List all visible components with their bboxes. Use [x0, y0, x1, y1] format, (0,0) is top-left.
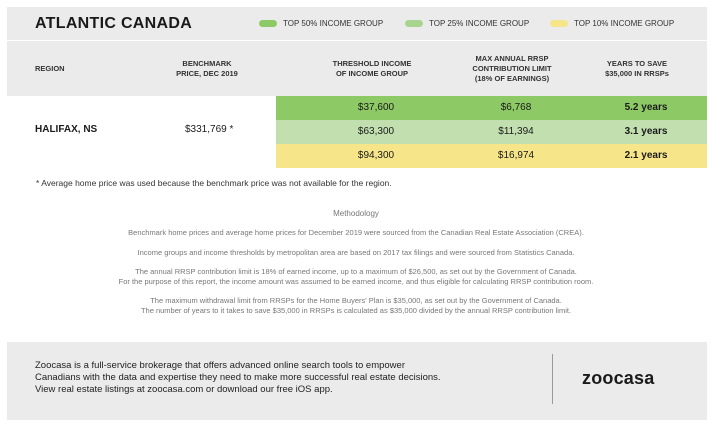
column-header-benchmark: BENCHMARK PRICE, DEC 2019	[176, 58, 238, 78]
title-bar	[7, 7, 707, 41]
data-table-panel	[7, 7, 707, 169]
column-header-years: YEARS TO SAVE $35,000 IN RRSPs	[605, 58, 669, 78]
rrsp-limit-cell: $11,394	[498, 126, 534, 137]
years-cell: 5.2 years	[624, 102, 668, 113]
footer-line: Zoocasa is a full-service brokerage that offers advanced online search tools to empower	[35, 360, 405, 371]
legend-swatch	[259, 20, 277, 27]
income-group-band-top-25	[276, 120, 707, 144]
legend-item-top-50	[259, 19, 383, 28]
legend-label: TOP 25% INCOME GROUP	[429, 19, 530, 28]
threshold-cell: $63,300	[357, 126, 395, 137]
methodology-text: For the purpose of this report, the income amount was assumed to be earned income, and thus eligible for calculating RRSP contribution room.	[118, 277, 594, 286]
zoocasa-logo: zoocasa	[582, 368, 655, 388]
footer-description	[35, 360, 535, 396]
legend-item-top-25	[405, 19, 529, 28]
column-header-threshold: THRESHOLD INCOME OF INCOME GROUP	[332, 58, 412, 78]
footnote: * Average home price was used because the benchmark price was not available for the region.	[36, 178, 392, 188]
column-header-rrsp-limit: MAX ANNUAL RRSP CONTRIBUTION LIMIT (18% OF EARNINGS)	[472, 53, 552, 83]
legend-swatch	[550, 20, 568, 27]
methodology-text: The maximum withdrawal limit from RRSPs for the Home Buyers' Plan is $35,000, as set out by the Government of Canada.	[150, 296, 562, 305]
column-header-region: REGION	[35, 63, 65, 73]
threshold-cell: $37,600	[357, 102, 395, 113]
benchmark-price-cell: $331,769 *	[185, 124, 234, 135]
methodology-text: Income groups and income thresholds by metropolitan area are based on 2017 tax filings and were sourced from Statistics Canada.	[137, 248, 575, 257]
divider	[552, 354, 553, 404]
methodology-text: Benchmark home prices and average home prices for December 2019 were sourced from the Canadian Real Estate Association (CREA).	[128, 228, 584, 237]
income-group-band-top-10	[276, 144, 707, 168]
income-group-band-top-50	[276, 96, 707, 120]
years-cell: 3.1 years	[624, 126, 668, 137]
threshold-cell: $94,300	[357, 150, 395, 161]
legend-item-top-10	[550, 19, 674, 28]
legend-label: TOP 50% INCOME GROUP	[283, 19, 384, 28]
page-title: ATLANTIC CANADA	[35, 15, 193, 32]
years-cell: 2.1 years	[624, 150, 668, 161]
rrsp-limit-cell: $6,768	[500, 102, 532, 113]
footer-line: View real estate listings at zoocasa.com or download our free iOS app.	[35, 384, 333, 395]
legend-label: TOP 10% INCOME GROUP	[574, 19, 675, 28]
methodology-heading: Methodology	[333, 209, 379, 218]
rrsp-limit-cell: $16,974	[497, 150, 535, 161]
legend-swatch	[405, 20, 423, 27]
region-cell: HALIFAX, NS	[35, 124, 98, 135]
footer	[7, 342, 707, 420]
methodology-text: The annual RRSP contribution limit is 18% of earned income, up to a maximum of $26,500, as set out by the Government of Canada.	[135, 267, 577, 276]
footer-line: Canadians with the data and expertise they need to make more successful real estate decisions.	[35, 372, 441, 383]
methodology-text: The number of years to it takes to save $35,000 in RRSPs is calculated as $35,000 divided by the annual RRSP contribution limit.	[140, 306, 572, 315]
